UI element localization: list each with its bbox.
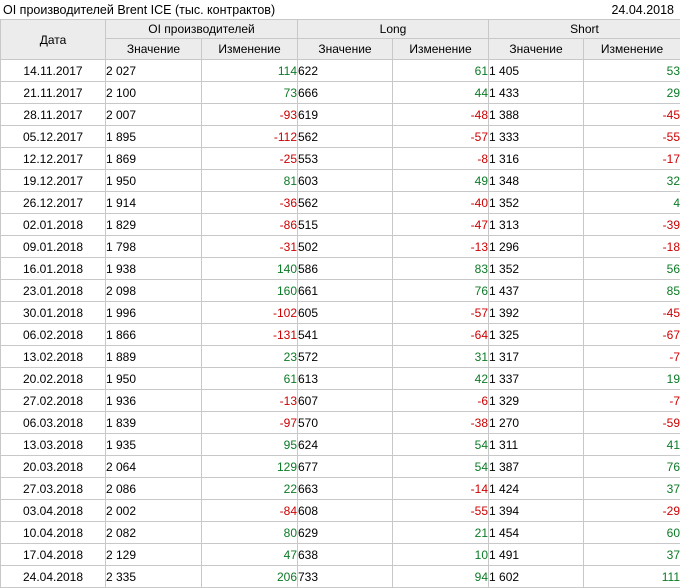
cell-oi-change: -112 [202, 126, 298, 148]
cell-short-change: -67 [584, 324, 680, 346]
cell-oi-value: 1 889 [106, 346, 202, 368]
cell-long-change: -13 [393, 236, 489, 258]
cell-short-change: 53 [584, 60, 680, 82]
cell-short-change: -17 [584, 148, 680, 170]
page-title: OI производителей Brent ICE (тыс. контрактов) [3, 2, 276, 17]
cell-oi-value: 1 866 [106, 324, 202, 346]
table-row [1, 368, 680, 390]
cell-oi-change: -36 [202, 192, 298, 214]
cell-long-value: 666 [298, 82, 393, 104]
cell-oi-change: -25 [202, 148, 298, 170]
cell-long-value: 638 [298, 544, 393, 566]
column-header-long-change: Изменение [393, 39, 489, 60]
cell-oi-change: -31 [202, 236, 298, 258]
table-row [1, 258, 680, 280]
cell-long-value: 629 [298, 522, 393, 544]
cell-date: 21.11.2017 [1, 82, 106, 104]
column-header-short-value: Значение [489, 39, 584, 60]
cell-oi-value: 2 027 [106, 60, 202, 82]
table-row [1, 104, 680, 126]
cell-long-value: 624 [298, 434, 393, 456]
cell-long-value: 677 [298, 456, 393, 478]
cell-oi-value: 2 007 [106, 104, 202, 126]
cell-long-change: -55 [393, 500, 489, 522]
cell-long-change: -40 [393, 192, 489, 214]
cell-oi-change: 80 [202, 522, 298, 544]
table-body [1, 60, 680, 588]
cell-long-value: 570 [298, 412, 393, 434]
cell-long-change: 54 [393, 434, 489, 456]
cell-long-change: -48 [393, 104, 489, 126]
cell-short-value: 1 433 [489, 82, 584, 104]
cell-short-value: 1 437 [489, 280, 584, 302]
cell-date: 20.03.2018 [1, 456, 106, 478]
cell-short-change: -45 [584, 302, 680, 324]
cell-oi-value: 2 064 [106, 456, 202, 478]
cell-long-change: -64 [393, 324, 489, 346]
cell-oi-value: 2 100 [106, 82, 202, 104]
column-header-date: Дата [1, 20, 106, 60]
cell-long-value: 663 [298, 478, 393, 500]
table-row [1, 60, 680, 82]
cell-short-change: 19 [584, 368, 680, 390]
cell-oi-value: 1 839 [106, 412, 202, 434]
cell-long-change: -8 [393, 148, 489, 170]
cell-oi-value: 1 869 [106, 148, 202, 170]
cell-oi-change: -102 [202, 302, 298, 324]
cell-long-value: 586 [298, 258, 393, 280]
cell-short-value: 1 296 [489, 236, 584, 258]
cell-date: 03.04.2018 [1, 500, 106, 522]
cell-long-change: 76 [393, 280, 489, 302]
cell-short-change: 4 [584, 192, 680, 214]
cell-long-value: 502 [298, 236, 393, 258]
cell-short-change: -7 [584, 346, 680, 368]
table-row [1, 302, 680, 324]
cell-short-value: 1 387 [489, 456, 584, 478]
cell-oi-change: 95 [202, 434, 298, 456]
cell-date: 27.02.2018 [1, 390, 106, 412]
cell-oi-value: 2 335 [106, 566, 202, 588]
cell-short-change: 111 [584, 566, 680, 588]
column-header-oi-change: Изменение [202, 39, 298, 60]
cell-oi-value: 2 086 [106, 478, 202, 500]
cell-oi-value: 2 082 [106, 522, 202, 544]
cell-oi-value: 1 829 [106, 214, 202, 236]
cell-short-value: 1 337 [489, 368, 584, 390]
cell-short-value: 1 388 [489, 104, 584, 126]
cell-long-change: 10 [393, 544, 489, 566]
cell-short-change: -55 [584, 126, 680, 148]
cell-date: 16.01.2018 [1, 258, 106, 280]
cell-oi-change: 140 [202, 258, 298, 280]
cell-long-change: 42 [393, 368, 489, 390]
cell-long-value: 622 [298, 60, 393, 82]
cell-oi-value: 1 936 [106, 390, 202, 412]
cell-date: 24.04.2018 [1, 566, 106, 588]
table-row [1, 148, 680, 170]
cell-oi-change: 23 [202, 346, 298, 368]
cell-short-change: -29 [584, 500, 680, 522]
cell-oi-change: -131 [202, 324, 298, 346]
cell-short-value: 1 491 [489, 544, 584, 566]
header-bar [0, 0, 680, 19]
cell-date: 19.12.2017 [1, 170, 106, 192]
column-header-oi-value: Значение [106, 39, 202, 60]
table-row [1, 412, 680, 434]
cell-short-value: 1 348 [489, 170, 584, 192]
cell-date: 10.04.2018 [1, 522, 106, 544]
cell-short-value: 1 602 [489, 566, 584, 588]
cell-short-change: 60 [584, 522, 680, 544]
cell-long-value: 572 [298, 346, 393, 368]
cell-long-value: 541 [298, 324, 393, 346]
cell-date: 14.11.2017 [1, 60, 106, 82]
cell-oi-change: 22 [202, 478, 298, 500]
cell-short-change: -7 [584, 390, 680, 412]
cell-oi-change: 206 [202, 566, 298, 588]
cell-oi-value: 1 914 [106, 192, 202, 214]
cell-date: 13.03.2018 [1, 434, 106, 456]
cell-long-change: 83 [393, 258, 489, 280]
cell-date: 02.01.2018 [1, 214, 106, 236]
cell-oi-value: 1 950 [106, 368, 202, 390]
cell-short-value: 1 394 [489, 500, 584, 522]
cell-short-change: -59 [584, 412, 680, 434]
cell-long-value: 733 [298, 566, 393, 588]
cell-oi-value: 1 798 [106, 236, 202, 258]
cell-short-value: 1 352 [489, 192, 584, 214]
cell-short-value: 1 270 [489, 412, 584, 434]
cell-long-value: 553 [298, 148, 393, 170]
table-header [1, 20, 680, 60]
cell-oi-change: 61 [202, 368, 298, 390]
table-row [1, 214, 680, 236]
table-row [1, 170, 680, 192]
group-header-short: Short [489, 20, 680, 39]
cell-date: 06.02.2018 [1, 324, 106, 346]
cell-short-value: 1 317 [489, 346, 584, 368]
table-row [1, 434, 680, 456]
cell-date: 26.12.2017 [1, 192, 106, 214]
cell-short-value: 1 333 [489, 126, 584, 148]
cell-oi-value: 2 098 [106, 280, 202, 302]
cell-oi-value: 1 935 [106, 434, 202, 456]
cell-date: 17.04.2018 [1, 544, 106, 566]
cell-date: 27.03.2018 [1, 478, 106, 500]
cell-date: 05.12.2017 [1, 126, 106, 148]
oi-table [0, 19, 680, 588]
cell-long-change: -57 [393, 126, 489, 148]
cell-oi-change: 73 [202, 82, 298, 104]
cell-long-value: 608 [298, 500, 393, 522]
cell-long-change: -14 [393, 478, 489, 500]
cell-oi-value: 2 129 [106, 544, 202, 566]
cell-long-change: 61 [393, 60, 489, 82]
table-row [1, 456, 680, 478]
cell-oi-change: -13 [202, 390, 298, 412]
cell-short-change: 85 [584, 280, 680, 302]
cell-short-change: 37 [584, 478, 680, 500]
table-row [1, 478, 680, 500]
cell-long-value: 603 [298, 170, 393, 192]
table-row [1, 522, 680, 544]
cell-short-change: 56 [584, 258, 680, 280]
table-row [1, 500, 680, 522]
cell-short-value: 1 405 [489, 60, 584, 82]
cell-short-change: 41 [584, 434, 680, 456]
table-row [1, 126, 680, 148]
cell-short-change: 32 [584, 170, 680, 192]
table-row [1, 82, 680, 104]
cell-long-change: 54 [393, 456, 489, 478]
cell-long-change: -57 [393, 302, 489, 324]
cell-short-change: 37 [584, 544, 680, 566]
cell-oi-change: 129 [202, 456, 298, 478]
cell-oi-value: 1 938 [106, 258, 202, 280]
table-row [1, 346, 680, 368]
cell-long-change: 21 [393, 522, 489, 544]
cell-short-change: -18 [584, 236, 680, 258]
cell-oi-value: 1 996 [106, 302, 202, 324]
column-header-short-change: Изменение [584, 39, 680, 60]
cell-long-value: 619 [298, 104, 393, 126]
cell-oi-value: 1 950 [106, 170, 202, 192]
cell-date: 06.03.2018 [1, 412, 106, 434]
cell-oi-value: 2 002 [106, 500, 202, 522]
cell-short-value: 1 313 [489, 214, 584, 236]
cell-short-value: 1 311 [489, 434, 584, 456]
cell-oi-change: 114 [202, 60, 298, 82]
cell-oi-change: -97 [202, 412, 298, 434]
cell-long-value: 613 [298, 368, 393, 390]
cell-date: 12.12.2017 [1, 148, 106, 170]
cell-short-value: 1 316 [489, 148, 584, 170]
cell-long-value: 515 [298, 214, 393, 236]
cell-long-change: -47 [393, 214, 489, 236]
cell-short-value: 1 424 [489, 478, 584, 500]
cell-date: 30.01.2018 [1, 302, 106, 324]
cell-long-change: 44 [393, 82, 489, 104]
table-row [1, 544, 680, 566]
cell-long-value: 607 [298, 390, 393, 412]
cell-short-change: 29 [584, 82, 680, 104]
table-row [1, 324, 680, 346]
column-header-long-value: Значение [298, 39, 393, 60]
cell-oi-change: -84 [202, 500, 298, 522]
cell-oi-value: 1 895 [106, 126, 202, 148]
cell-short-change: 76 [584, 456, 680, 478]
group-header-oi: OI производителей [106, 20, 298, 39]
report-date: 24.04.2018 [611, 2, 674, 17]
cell-date: 13.02.2018 [1, 346, 106, 368]
cell-long-value: 661 [298, 280, 393, 302]
cell-short-value: 1 392 [489, 302, 584, 324]
cell-oi-change: -86 [202, 214, 298, 236]
cell-short-change: -45 [584, 104, 680, 126]
cell-long-change: 31 [393, 346, 489, 368]
cell-short-value: 1 329 [489, 390, 584, 412]
cell-oi-change: 81 [202, 170, 298, 192]
group-header-long: Long [298, 20, 489, 39]
cell-long-value: 605 [298, 302, 393, 324]
cell-oi-change: 47 [202, 544, 298, 566]
table-row [1, 280, 680, 302]
cell-long-change: -6 [393, 390, 489, 412]
cell-long-change: -38 [393, 412, 489, 434]
cell-date: 28.11.2017 [1, 104, 106, 126]
cell-oi-change: -93 [202, 104, 298, 126]
cell-short-value: 1 454 [489, 522, 584, 544]
cell-short-value: 1 352 [489, 258, 584, 280]
cell-oi-change: 160 [202, 280, 298, 302]
table-row [1, 192, 680, 214]
cell-long-change: 49 [393, 170, 489, 192]
table-row [1, 566, 680, 588]
cell-date: 20.02.2018 [1, 368, 106, 390]
cell-long-value: 562 [298, 192, 393, 214]
cell-short-value: 1 325 [489, 324, 584, 346]
cell-date: 09.01.2018 [1, 236, 106, 258]
table-row [1, 390, 680, 412]
cell-date: 23.01.2018 [1, 280, 106, 302]
cell-long-value: 562 [298, 126, 393, 148]
table-row [1, 236, 680, 258]
cell-long-change: 94 [393, 566, 489, 588]
cell-short-change: -39 [584, 214, 680, 236]
